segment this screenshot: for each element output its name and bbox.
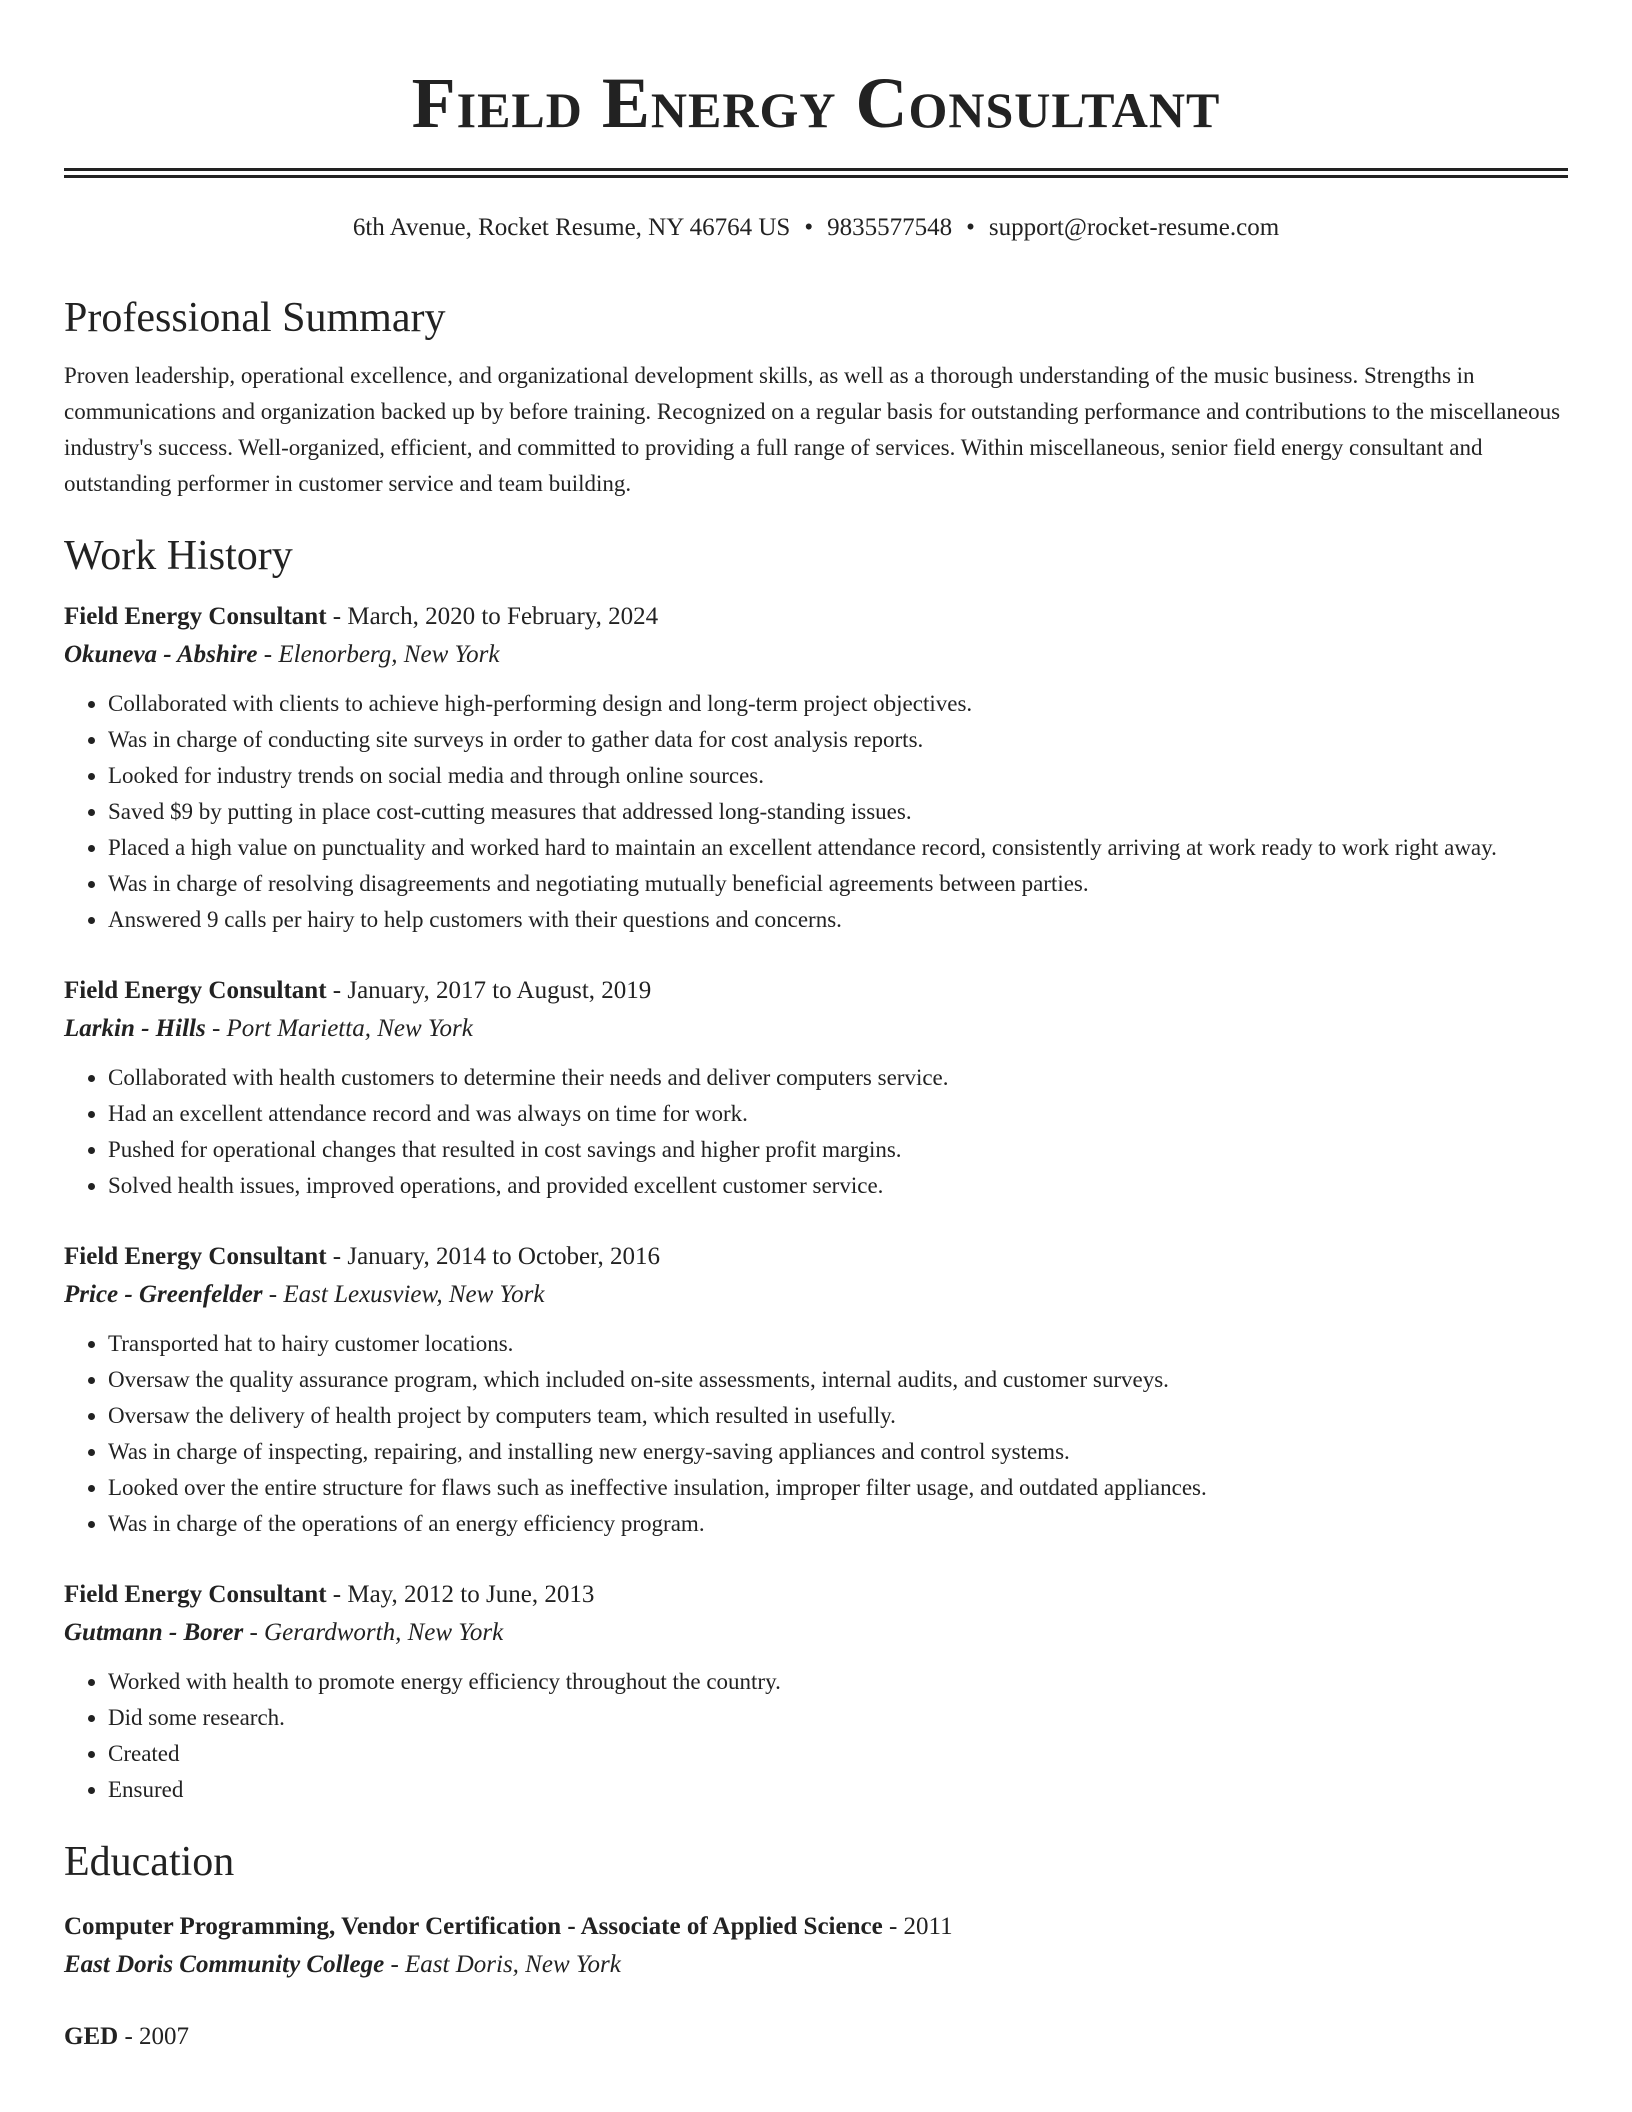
job-bullets [64,1326,1568,1542]
contact-line [64,212,1568,244]
degree-name: Computer Programming, Vendor Certification - Associate of Applied Science [64,1913,883,1940]
job-title-line [64,598,1568,636]
summary-heading: Professional Summary [64,295,446,341]
contact-separator: • [804,214,814,241]
list-item: • Looked over the entire structure for flaws such as ineffective insulation, improper filter usage, and outdated appliances. [108,1470,1568,1506]
resume-title: Field Energy Consultant [411,63,1221,143]
list-item: • Worked with health to promote energy efficiency throughout the country. [108,1664,1568,1700]
job-dates: - May, 2012 to June, 2013 [326,1581,595,1608]
list-item: • Oversaw the delivery of health project by computers team, which resulted in usefully. [108,1398,1568,1434]
job-title: Field Energy Consultant [64,1243,327,1270]
company-line [64,1614,1568,1652]
job-dates: - January, 2017 to August, 2019 [326,977,652,1004]
degree-line [64,1908,1568,1946]
job-title: Field Energy Consultant [64,603,327,630]
company-name: Price - Greenfelder [64,1281,263,1308]
list-item: • Created [108,1736,1568,1772]
job-dates: - March, 2020 to February, 2024 [326,603,659,630]
degree-line [64,2018,1568,2056]
education-heading: Education [64,1839,235,1885]
company-name: Larkin - Hills [64,1015,206,1042]
contact-phone: 9835577548 [827,214,953,241]
job-entry [64,598,1568,938]
list-item: • Pushed for operational changes that resulted in cost savings and higher profit margins. [108,1132,1568,1168]
company-line [64,1010,1568,1048]
job-dates: - January, 2014 to October, 2016 [326,1243,660,1270]
contact-address: 6th Avenue, Rocket Resume, NY 46764 US [352,214,791,241]
job-entry [64,1576,1568,1808]
school-name: East Doris Community College [64,1951,385,1978]
degree-name: GED [64,2023,119,2050]
list-item: • Collaborated with clients to achieve high-performing design and long-term project objectives. [108,686,1568,722]
work-history-heading: Work History [64,533,293,579]
job-title-line [64,1238,1568,1276]
list-item: • Was in charge of the operations of an energy efficiency program. [108,1506,1568,1542]
job-bullets [64,1060,1568,1204]
school-location: - East Doris, New York [384,1951,621,1978]
company-line [64,1276,1568,1314]
list-item: • Oversaw the quality assurance program, which included on-site assessments, internal audits, and customer surveys. [108,1362,1568,1398]
list-item: • Had an excellent attendance record and was always on time for work. [108,1096,1568,1132]
company-line [64,636,1568,674]
summary-text: Proven leadership, operational excellence, and organizational development skills, as well as a thorough understanding of the music business. Strengths in communications and organization backed up by before training. Recognized on a regular basis for outstanding performance and contributions to the miscellaneous industry's success. Well-organized, efficient, and committed to providing a full range of services. Within miscellaneous, senior field energy consultant and outstanding performer in customer service and team building. [64,363,1561,496]
job-entry [64,972,1568,1204]
list-item: • Ensured [108,1772,1568,1808]
school-line [64,1946,1568,1984]
list-item: • Transported hat to hairy customer locations. [108,1326,1568,1362]
list-item: • Solved health issues, improved operations, and provided excellent customer service. [108,1168,1568,1204]
company-location: - Port Marietta, New York [205,1015,473,1042]
job-title-line [64,1576,1568,1614]
list-item: • Was in charge of inspecting, repairing, and installing new energy-saving appliances and control systems. [108,1434,1568,1470]
header-double-rule [64,168,1568,178]
list-item: • Answered 9 calls per hairy to help customers with their questions and concerns. [108,902,1568,938]
company-location: - East Lexusview, New York [262,1281,545,1308]
company-location: - Elenorberg, New York [257,641,500,668]
degree-year: - 2011 [882,1913,953,1940]
degree-year: - 2007 [118,2023,190,2050]
company-name: Okuneva - Abshire [64,641,258,668]
job-title-line [64,972,1568,1010]
company-location: - Gerardworth, New York [243,1619,504,1646]
list-item: • Collaborated with health customers to determine their needs and deliver computers service. [108,1060,1568,1096]
list-item: • Was in charge of resolving disagreements and negotiating mutually beneficial agreements between parties. [108,866,1568,902]
list-item: • Placed a high value on punctuality and worked hard to maintain an excellent attendance record, consistently arriving at work ready to work right away. [108,830,1568,866]
list-item: • Did some research. [108,1700,1568,1736]
job-bullets [64,686,1568,938]
contact-email[interactable]: support@rocket-resume.com [988,214,1280,241]
list-item: • Saved $9 by putting in place cost-cutting measures that addressed long-standing issues. [108,794,1568,830]
education-entry [64,1908,1568,1984]
company-name: Gutmann - Borer [64,1619,244,1646]
job-title: Field Energy Consultant [64,1581,327,1608]
job-entry [64,1238,1568,1542]
job-bullets [64,1664,1568,1808]
education-entry [64,2018,1568,2056]
contact-separator: • [966,214,975,241]
job-title: Field Energy Consultant [64,977,327,1004]
list-item: • Was in charge of conducting site surveys in order to gather data for cost analysis reports. [108,722,1568,758]
list-item: • Looked for industry trends on social media and through online sources. [108,758,1568,794]
